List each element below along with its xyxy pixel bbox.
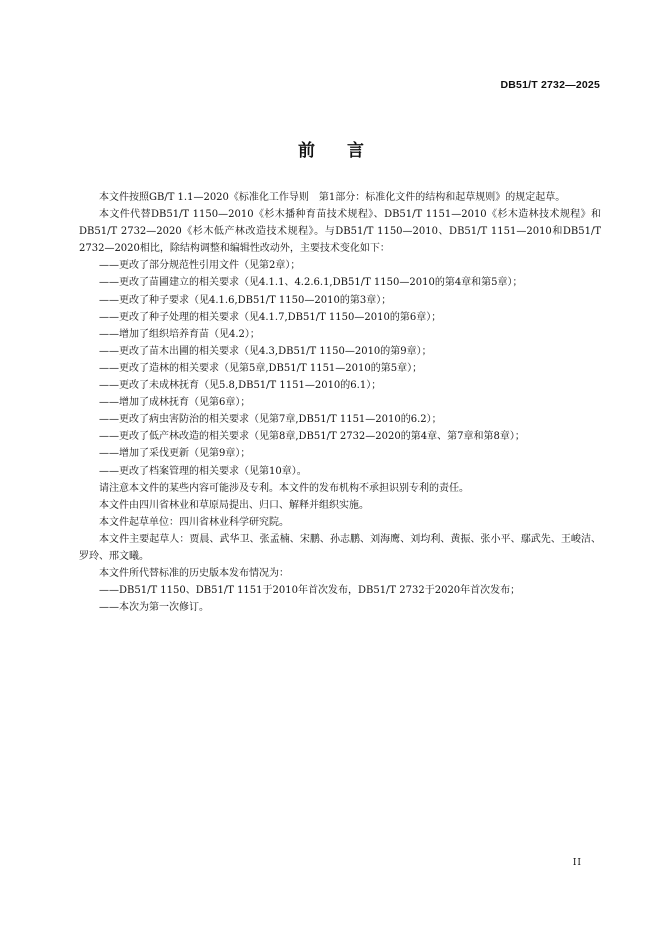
change-item: ——更改了未成林抚育（见5.8,DB51/T 1151—2010的6.1）； [99,380,382,392]
paragraph-patent-notice: 请注意本文件的某些内容可能涉及专利。本文件的发布机构不承担识别专利的责任。 [99,482,469,494]
change-item: ——更改了病虫害防治的相关要求（见第7章,DB51/T 1151—2010的6.2）； [99,414,442,426]
change-item: ——更改了种子要求（见4.1.6,DB51/T 1150—2010的第3章）； [99,294,392,306]
change-item: ——增加了组织培养育苗（见4.2）； [99,328,260,340]
change-item: ——更改了苗木出圃的相关要求（见4.3,DB51/T 1150—2010的第9章）； [99,345,432,357]
page-title: 前言 [298,141,396,161]
paragraph-proposer: 本文件由四川省林业和草原局提出、归口、解释并组织实施。 [99,499,369,511]
change-item: ——更改了档案管理的相关要求（见第10章）。 [99,465,307,477]
header-rule [79,96,600,97]
paragraph-drafting-basis: 本文件按照GB/T 1.1—2020《标准化工作导则 第1部分：标准化文件的结构和起草规则》的规定起草。 [99,192,566,203]
paragraph-drafters: 本文件主要起草人：贾晨、武华卫、张孟楠、宋鹏、孙志鹏、刘海鹰、刘均利、黄振、张小平、鄢武先、王峻洁、罗玲、邢文曦。 [79,533,601,562]
change-item: ——更改了造林的相关要求（见第5章,DB51/T 1151—2010的第5章）； [99,362,423,374]
page-number: II [572,858,582,868]
paragraph-replacement: 本文件代替DB51/T 1150—2010《杉木播种育苗技术规程》、DB51/T 1151—2010《杉木造林技术规程》和DB51/T 2732—2020《杉木低产林改造技术规程》。与DB51/T 1150—2010、DB51/T 1151—2010和DB51/T 2732—2020相比，除结构调整和编辑性改动外，主要技术变化如下： [79,209,601,255]
change-item: ——更改了种子处理的相关要求（见4.1.7,DB51/T 1150—2010的第6章）； [99,311,442,323]
history-item: ——本次为第一次修订。 [99,602,209,614]
foreword-body [79,189,601,616]
change-item: ——增加了成林抚育（见第6章）； [99,397,251,409]
change-item: ——更改了低产林改造的相关要求（见第8章,DB51/T 2732—2020的第4章、第7章和第8章）； [99,431,525,443]
paragraph-history-intro: 本文件所代替标准的历史版本发布情况为： [99,568,289,580]
paragraph-drafting-unit: 本文件起草单位：四川省林业科学研究院。 [99,516,289,528]
change-item: ——增加了采伐更新（见第9章）； [99,448,251,460]
change-item: ——更改了部分规范性引用文件（见第2章）； [99,260,301,272]
change-item: ——更改了苗圃建立的相关要求（见4.1.1、4.2.6.1,DB51/T 1150—2010的第4章和第5章）； [99,277,523,289]
history-item: ——DB51/T 1150、DB51/T 1151于2010年首次发布，DB51/T 2732于2020年首次发布； [99,585,521,597]
document-header-code: DB51/T 2732—2025 [500,79,600,91]
